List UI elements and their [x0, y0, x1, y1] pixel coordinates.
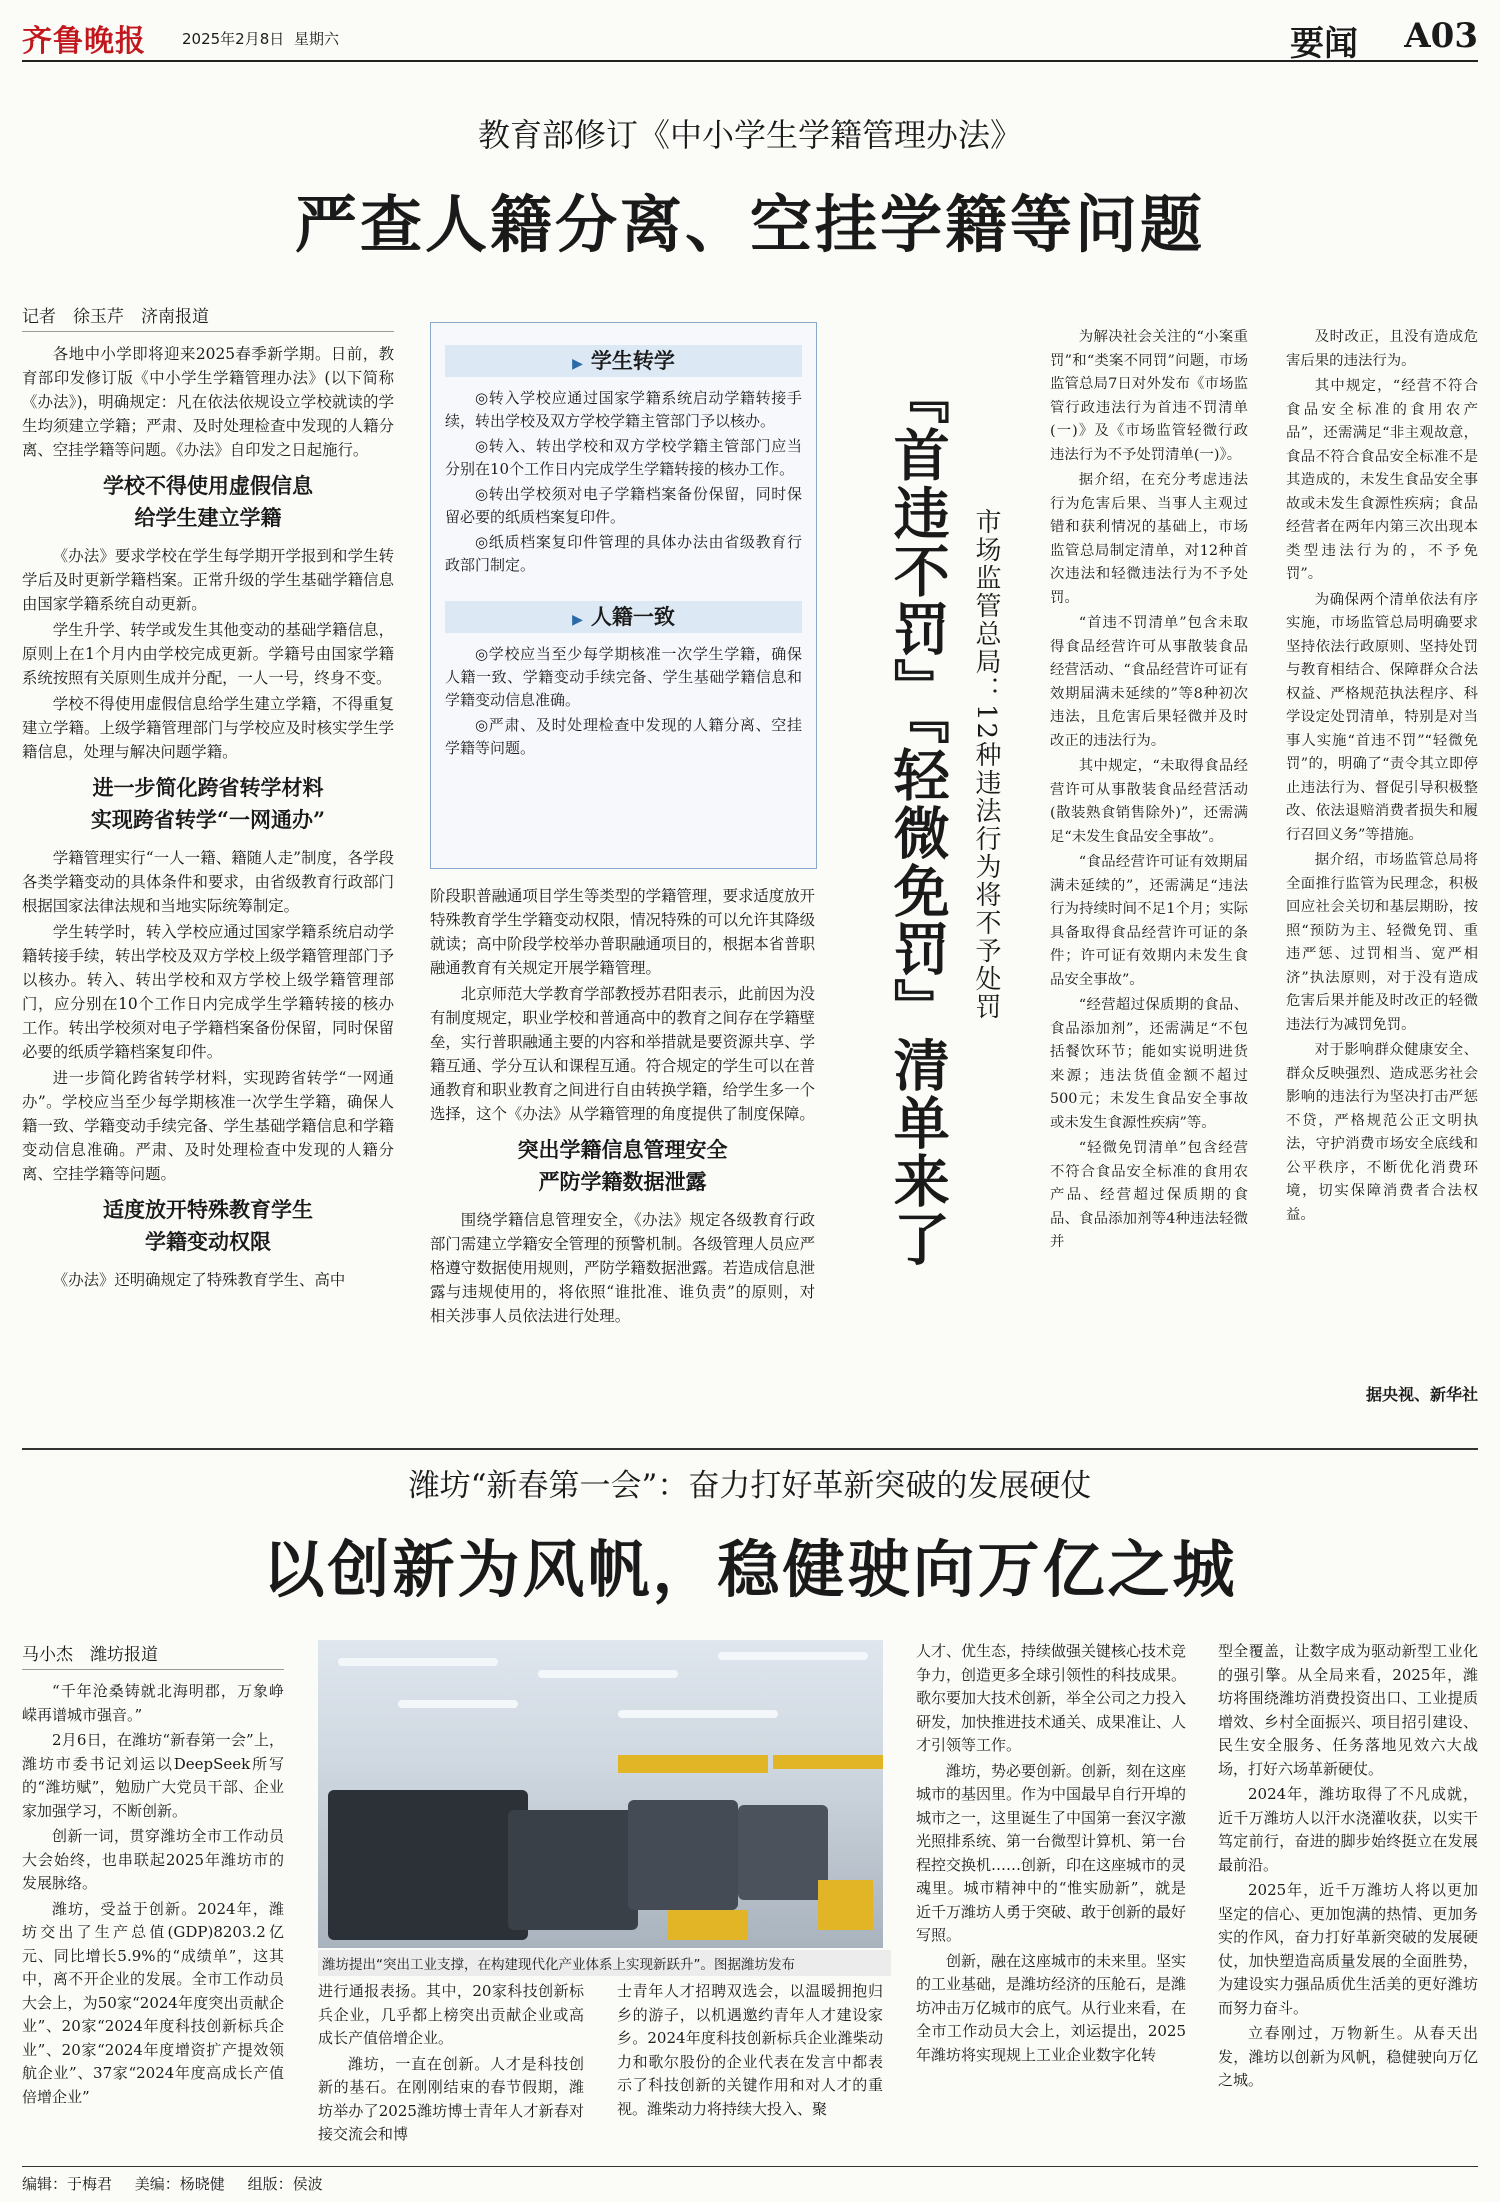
article1-column-1: [22, 302, 394, 1294]
article3-byline: 马小杰 潍坊报道: [22, 1640, 284, 1670]
article3-kicker: 潍坊“新春第一会”：奋力打好革新突破的发展硬仗: [408, 1468, 1092, 1504]
paragraph: “食品经营许可证有效期届满未延续的”，还需满足“违法行为持续时间不足1个月；实际具备取得食品经营许可证的条件；许可证有效期内未发生食品安全事故”。: [1050, 854, 1248, 988]
article2-body-2: [1286, 326, 1478, 1229]
paragraph: 潍坊，一直在创新。人才是科技创新的基石。在刚刚结束的春节假期，潍坊举办了2025潍坊博士青年人才新春对接交流会和博: [318, 2054, 584, 2143]
article3-headline: 以创新为风帆，稳健驶向万亿之城: [262, 1533, 1238, 1606]
article1-body-2: [430, 884, 815, 1330]
paragraph: 各地中小学即将迎来2025春季新学期。日前，教育部印发修订版《中小学生学籍管理办法》(以下简称《办法》)，明确规定：凡在依法依规设立学校就读的学生均须建立学籍；严肃、及时处理检查中发现的人籍分离、空挂学籍等问题。《办法》自印发之日起施行。: [22, 345, 394, 459]
paragraph: “首违不罚清单”包含未取得食品经营许可从事散装食品经营活动、“食品经营许可证有效期届满未延续的”等8种初次违法，且危害后果轻微并及时改正的违法行为。: [1050, 615, 1248, 749]
article3-body-2a: [318, 1980, 584, 2149]
paragraph: 对于影响群众健康安全、群众反映强烈、造成恶劣社会影响的违法行为坚决打击严惩不贷，严格规范公正文明执法，守护消费市场安全底线和公平秩序，不断优化消费环境，切实保障消费者合法权益。: [1286, 1042, 1478, 1223]
paragraph: 为确保两个清单依法有序实施，市场监管总局明确要求坚持依法行政原则、坚持处罚与教育相结合、保障群众合法权益、严格规范执法程序、科学设定处罚清单，特别是对当事人实施“首违不罚”“轻微免罚”的，明确了“责令其立即停止违法行为、督促引导积极整改、依法退赔消费者损失和履行召回义务”等措施。: [1286, 591, 1478, 843]
box-paragraph: ◎转入、转出学校和双方学校学籍主管部门应当分别在10个工作日内完成学生学籍转接的核办工作。: [445, 437, 802, 478]
paragraph: 潍坊，势必要创新。创新，刻在这座城市的基因里。作为中国最早自行开埠的城市之一，这里诞生了中国第一套汉字激光照排系统、第一台微型计算机、第一台程控交换机……创新，印在这座城市的灵魂里。城市精神中的“惟实励新”，就是近千万潍坊人勇于突破、敢于创新的最好写照。: [916, 1761, 1187, 1944]
paragraph: 为解决社会关注的“小案重罚”和“类案不同罚”问题，市场监管总局7日对外发布《市场监管行政违法行为首违不罚清单(一)》及《市场监管轻微行政违法行为不予处罚清单(一)》。: [1050, 329, 1248, 463]
article3-body-1: [22, 1680, 284, 2109]
paragraph: 士青年人才招聘双选会，以温暖拥抱归乡的游子，以机遇邀约青年人才建设家乡。2024年度科技创新标兵企业潍柴动力和歌尔股份的企业代表在发言中都表示了科技创新的关键作用和对人才的重视。潍柴动力将持续大投入、聚: [617, 1982, 883, 2118]
editor-credit: 编辑：于梅君: [22, 2175, 113, 2193]
paragraph: 据介绍，在充分考虑违法行为危害后果、当事人主观过错和获利情况的基础上，市场监管总局制定清单，对12种首次违法和轻微违法行为不予处罚。: [1050, 472, 1248, 606]
paragraph: 2025年，近千万潍坊人将以更加坚定的信心、更加饱满的热情、更加务实的作风，奋力打好革新突破的发展硬仗，加快塑造高质量发展的全面胜势，为建设实力强品质优生活美的更好潍坊而努力奋斗。: [1218, 1881, 1478, 2017]
page-number: A03: [1404, 16, 1478, 56]
paragraph: 2024年，潍坊取得了不凡成就，近千万潍坊人以汗水浇灌收获，以实干笃定前行，奋进的脚步始终挺立在发展最前沿。: [1218, 1785, 1478, 1874]
article2-body-1: [1050, 326, 1248, 1257]
masthead: [22, 10, 1478, 62]
box-paragraph: ◎纸质档案复印件管理的具体办法由省级教育行政部门制定。: [445, 533, 802, 574]
triangle-icon: ▶: [572, 612, 583, 628]
article1-body-1: [22, 342, 394, 1292]
paragraph: “千年沧桑铸就北海明郡，万象峥嵘再谱城市强音。”: [22, 1682, 284, 1724]
issue-date: 2025年2月8日: [182, 30, 285, 48]
article1-kicker: 教育部修订《中小学生学籍管理办法》: [477, 116, 1022, 154]
page-footer: [22, 2166, 1478, 2194]
paragraph: 人才、优生态，持续做强关键核心技术竞争力，创造更多全球引领性的科技成果。歌尔要加大技术创新，举全公司之力投入研发，加快推进技术通关、成果准让、人才引领等工作。: [916, 1642, 1187, 1754]
paragraph: 创新一词，贯穿潍坊全市工作动员大会始终，也串联起2025年潍坊市的发展脉络。: [22, 1827, 284, 1892]
paragraph: 围绕学籍信息管理安全，《办法》规定各级教育行政部门需建立学籍安全管理的预警机制。各级管理人员应严格遵守数据使用规则，严防学籍数据泄露。若造成信息泄露与违规使用的，将依照“谁批准、谁负责”的原则，对相关涉事人员依法进行处理。: [430, 1211, 815, 1325]
section-name: 要闻: [1290, 24, 1358, 64]
box-paragraph: ◎转入学校应通过国家学籍系统启动学籍转接手续，转出学校及双方学校学籍主管部门予以核办。: [445, 389, 802, 430]
designer-credit: 美编：杨晓健: [134, 2175, 225, 2193]
subheading: 进一步简化跨省转学材料 实现跨省转学“一网通办”: [90, 775, 326, 832]
box-section-label: 人籍一致: [590, 604, 675, 629]
paragraph: 学校不得使用虚假信息给学生建立学籍，不得重复建立学籍。上级学籍管理部门与学校应及时核实学生学籍信息，处理与解决问题学籍。: [22, 695, 394, 761]
paragraph: 及时改正，且没有造成危害后果的违法行为。: [1286, 329, 1478, 369]
paragraph: 《办法》还明确规定了特殊教育学生、高中: [52, 1271, 346, 1289]
summary-box: [430, 322, 817, 869]
box-section-label: 学生转学: [590, 348, 675, 373]
layout-credit: 组版：侯波: [247, 2175, 323, 2193]
article2-vertical-headline: 『首违不罚』『轻微免罚』清单来了: [884, 368, 951, 1268]
subheading: 突出学籍信息管理安全 严防学籍数据泄露: [517, 1137, 728, 1194]
box-paragraph: ◎转出学校须对电子学籍档案备份保留，同时保留必要的纸质档案复印件。: [445, 485, 802, 526]
paragraph: 进行通报表扬。其中，20家科技创新标兵企业，几乎都上榜突出贡献企业或高成长产值倍增企业。: [318, 1982, 584, 2047]
article2-vertical-subhead: 市场监管总局：12种违法行为将不予处罚: [971, 508, 1001, 1022]
paragraph: 其中规定，“未取得食品经营许可从事散装食品经营活动(散装熟食销售除外)”，还需满足“未发生食品安全事故”。: [1050, 758, 1248, 845]
article1-headline: 严查人籍分离、空挂学籍等问题: [294, 188, 1205, 261]
paragraph: “轻微免罚清单”包含经营不符合食品安全标准的食用农产品、经营超过保质期的食品、食品添加剂等4种违法轻微并: [1050, 1140, 1248, 1250]
paragraph: 学籍管理实行“一人一籍、籍随人走”制度，各学段各类学籍变动的具体条件和要求，由省级教育行政部门根据国家法律法规和当地实际统筹制定。: [22, 849, 394, 915]
triangle-icon: ▶: [572, 356, 583, 372]
paragraph: 型全覆盖，让数字成为驱动新型工业化的强引擎。从全局来看，2025年，潍坊将围绕潍坊消费投资出口、工业提质增效、乡村全面振兴、项目招引建设、民生安全服务、任务落地见效六大战场，打好六场革新硬仗。: [1218, 1642, 1478, 1778]
paragraph: 阶段职普融通项目学生等类型的学籍管理，要求适度放开特殊教育学生学籍变动权限，情况特殊的可以允许其降级就读；高中阶段学校举办普职融通项目的，根据本省普职融通教育有关规定开展学籍管理。: [430, 887, 815, 977]
box-section-title: [445, 345, 802, 377]
paragraph: 《办法》要求学校在学生每学期开学报到和学生转学后及时更新学籍档案。正常升级的学生基础学籍信息由国家学籍系统自动更新。: [22, 547, 394, 613]
article3-body-4: [1218, 1640, 1478, 2095]
article3-body-2b: [617, 1980, 883, 2123]
article3-body-3: [916, 1640, 1186, 2069]
paragraph: “经营超过保质期的食品、食品添加剂”，还需满足“不包括餐饮环节；能如实说明进货来源；违法货值金额不超过500元；未发生食品安全事故或未发生食源性疾病”等。: [1050, 997, 1248, 1131]
issue-weekday: 星期六: [294, 30, 340, 48]
article2-credit: 据央视、新华社: [1365, 1385, 1478, 1404]
photo-caption: 潍坊提出“突出工业支撑，在构建现代化产业体系上实现新跃升”。图据潍坊发布: [318, 1950, 891, 1976]
paragraph: 学生转学时，转入学校应通过国家学籍系统启动学籍转接手续，转出学校及双方学校上级学籍管理部门予以核办。转入、转出学校和双方学校上级学籍管理部门，应分别在10个工作日内完成学生学籍转接的核办工作。转出学校须对电子学籍档案备份保留，同时保留必要的纸质学籍档案复印件。: [22, 923, 394, 1061]
box-paragraph: ◎严肃、及时处理检查中发现的人籍分离、空挂学籍等问题。: [445, 716, 802, 757]
article1-byline: 记者 徐玉芹 济南报道: [22, 302, 394, 332]
subheading: 学校不得使用虚假信息 给学生建立学籍: [103, 473, 313, 530]
paragraph: 立春刚过，万物新生。从春天出发，潍坊以创新为风帆，稳健驶向万亿之城。: [1218, 2024, 1478, 2089]
factory-photo: [318, 1640, 883, 1948]
summary-box-content: [445, 337, 802, 762]
box-paragraph: ◎学校应当至少每学期核准一次学生学籍，确保人籍一致、学籍变动手续完备、学生基础学籍信息和学籍变动信息准确。: [445, 645, 802, 709]
paragraph: 创新，融在这座城市的未来里。坚实的工业基础，是潍坊经济的压舱石，是潍坊冲击万亿城市的底气。从行业来看，在全市工作动员大会上，刘运提出，2025年潍坊将实现规上工业企业数字化转: [916, 1951, 1187, 2064]
box-section-title: [445, 601, 802, 633]
paragraph: 进一步简化跨省转学材料，实现跨省转学“一网通办”。学校应当至少每学期核准一次学生学籍，确保人籍一致、学籍变动手续完备、学生基础学籍信息和学籍变动信息准确。严肃、及时处理检查中发现的人籍分离、空挂学籍等问题。: [22, 1069, 394, 1183]
paragraph: 潍坊，受益于创新。2024年，潍坊交出了生产总值(GDP)8203.2亿元、同比增长5.9%的“成绩单”，这其中，离不开企业的发展。全市工作动员大会上，为50家“2024年度突出贡献企业”、20家“2024年度科技创新标兵企业”、20家“2024年度增资扩产提效领航企业”、37家“2024年度高成长产值倍增企业”: [22, 1899, 284, 2106]
newspaper-logo: 齐鲁晚报: [22, 24, 146, 59]
paragraph: 学生升学、转学或发生其他变动的基础学籍信息，原则上在1个月内由学校完成更新。学籍号由国家学籍系统按照有关原则生成并分配，一人一号，终身不变。: [22, 621, 394, 687]
paragraph: 2月6日，在潍坊“新春第一会”上，潍坊市委书记刘运以DeepSeek所写的“潍坊赋”，勉励广大党员干部、企业家加强学习，不断创新。: [22, 1731, 284, 1820]
section-divider: [22, 1448, 1478, 1450]
paragraph: 据介绍，市场监管总局将全面推行监管为民理念，积极回应社会关切和基层期盼，按照“预防为主、轻微免罚、重违严惩、过罚相当、宽严相济”执法原则，对于没有造成危害后果并能及时改正的轻微违法行为减罚免罚。: [1286, 852, 1478, 1033]
article3-column-1: [22, 1640, 284, 2111]
paragraph: 其中规定，“经营不符合食品安全标准的食用农产品”，还需满足“非主观故意，食品不符合食品安全标准不是其造成的，未发生食品安全事故或未发生食源性疾病；食品经营者在两年内第三次出现本类型违法行为的，不予免罚”。: [1286, 378, 1478, 582]
subheading: 适度放开特殊教育学生 学籍变动权限: [103, 1197, 313, 1254]
paragraph: 北京师范大学教育学部教授苏君阳表示，此前因为没有制度规定，职业学校和普通高中的教育之间存在学籍壁垒，实行普职融通主要的内容和举措就是要资源共享、学籍互通、学分互认和课程互通。符合规定的学生可以在普通教育和职业教育之间进行自由转换学籍，给学生多一个选择，这个《办法》从学籍管理的角度提供了制度保障。: [430, 985, 815, 1123]
